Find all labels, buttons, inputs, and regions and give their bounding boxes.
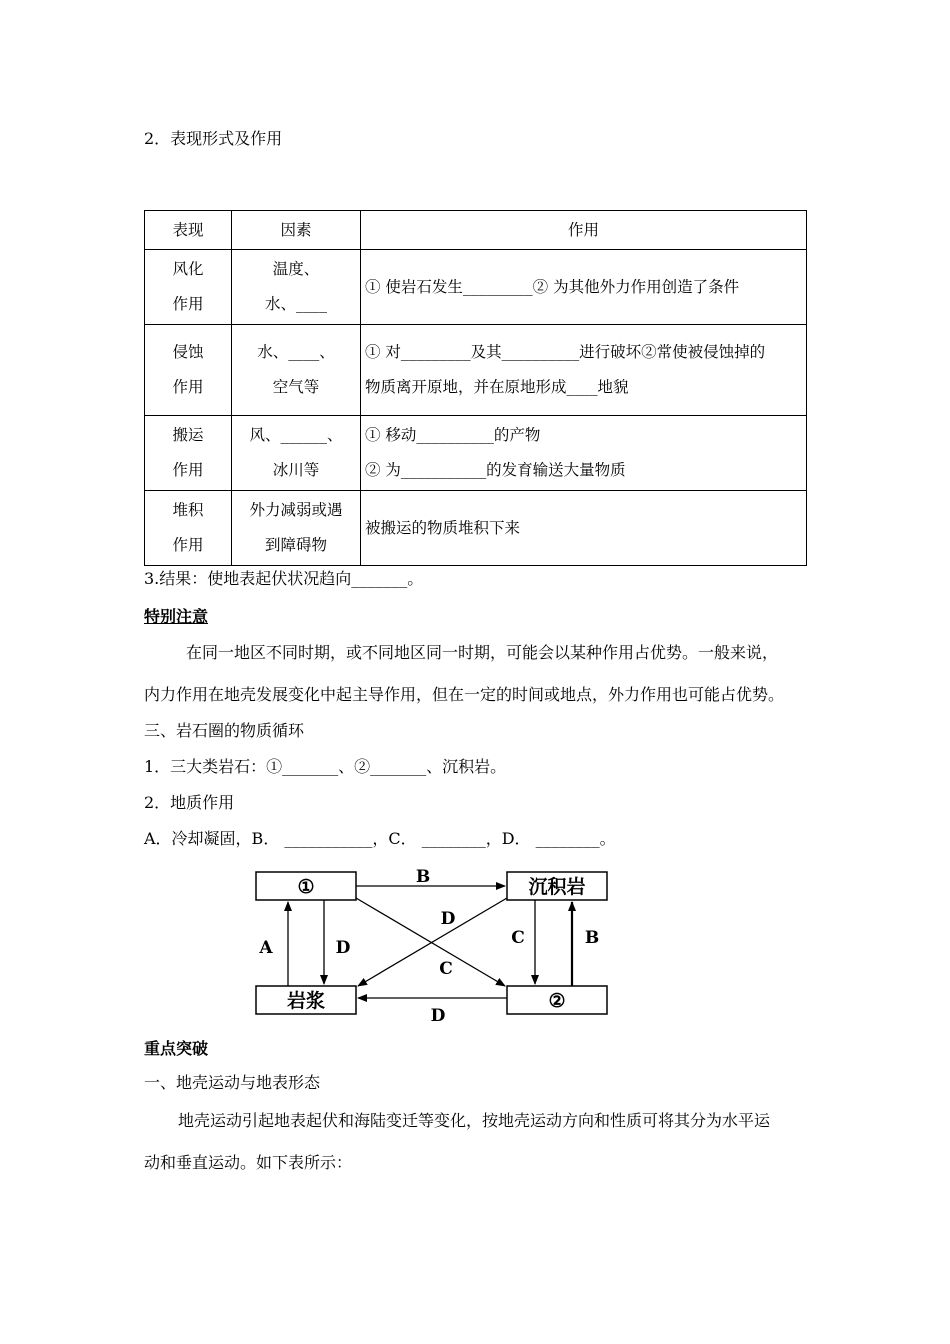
arrow-cross-C — [356, 898, 505, 986]
item-2: 2．地质作用 — [144, 793, 235, 812]
row-form: 搬运 作用 — [145, 416, 232, 491]
body-p1-line-1: 地壳运动引起地表起伏和海陆变迁等变化，按地壳运动方向和性质可将其分为水平运 — [178, 1111, 771, 1130]
row-factors: 水、____、 空气等 — [232, 325, 361, 416]
box-top-left-label: ① — [297, 876, 315, 898]
section-1-title: 一、地壳运动与地表形态 — [144, 1073, 321, 1092]
label-cross-C: C — [439, 959, 453, 979]
row-effects: 被搬运的物质堆积下来 — [361, 491, 807, 566]
row-factors: 温度、 水、____ — [232, 250, 361, 325]
row-effects: ① 对_________及其__________进行破坏②常使被侵蚀掉的 物质离开原地，并在原地形成____地貌 — [361, 325, 807, 416]
external-forces-table — [144, 210, 807, 566]
special-note-body-2: 内力作用在地壳发展变化中起主导作用，但在一定的时间或地点，外力作用也可能占优势。 — [144, 685, 785, 704]
box-bottom-left-label: 岩浆 — [286, 990, 326, 1012]
key-points-title: 重点突破 — [144, 1039, 209, 1058]
table-row — [145, 416, 807, 491]
row-form: 风化 作用 — [145, 250, 232, 325]
table-row — [145, 250, 807, 325]
row-factors: 风、______、 冰川等 — [232, 416, 361, 491]
result-3: 3.结果：使地表起伏状况趋向_______。 — [144, 569, 424, 588]
rock-cycle-diagram — [250, 860, 620, 1030]
box-top-right-label: 沉积岩 — [528, 876, 586, 898]
row-effects: ① 移动__________的产物 ② 为___________的发育输送大量物质 — [361, 416, 807, 491]
heading-2: 2．表现形式及作用 — [144, 129, 283, 148]
item-A: A．冷却凝固，B． ___________，C． ________，D． ________。 — [144, 829, 616, 848]
row-form: 侵蚀 作用 — [145, 325, 232, 416]
special-note-title: 特别注意 — [144, 607, 209, 626]
header-factors: 因素 — [232, 211, 361, 250]
header-effects: 作用 — [361, 211, 807, 250]
section-3-title: 三、岩石圈的物质循环 — [144, 721, 305, 740]
label-top-arrow: B — [415, 867, 431, 887]
table-header-row — [145, 211, 807, 250]
label-right-up: B — [584, 928, 600, 948]
label-left-down: D — [335, 938, 351, 958]
label-bottom-arrow: D — [430, 1006, 446, 1026]
label-cross-D: D — [440, 909, 456, 929]
table-row — [145, 491, 807, 566]
item-1: 1．三大类岩石：①_______、②_______、沉积岩。 — [144, 757, 507, 776]
row-effects: ① 使岩石发生_________② 为其他外力作用创造了条件 — [361, 250, 807, 325]
body-p1-line-2: 动和垂直运动。如下表所示： — [144, 1153, 353, 1172]
box-bottom-right-label: ② — [548, 990, 566, 1012]
table-row — [145, 325, 807, 416]
row-factors: 外力减弱或遇 到障碍物 — [232, 491, 361, 566]
arrow-cross-D — [358, 898, 507, 986]
row-form: 堆积 作用 — [145, 491, 232, 566]
header-form: 表现 — [145, 211, 232, 250]
label-right-down: C — [511, 928, 525, 948]
label-left-up: A — [259, 938, 273, 958]
special-note-body-1: 在同一地区不同时期，或不同地区同一时期，可能会以某种作用占优势。一般来说， — [186, 643, 779, 662]
